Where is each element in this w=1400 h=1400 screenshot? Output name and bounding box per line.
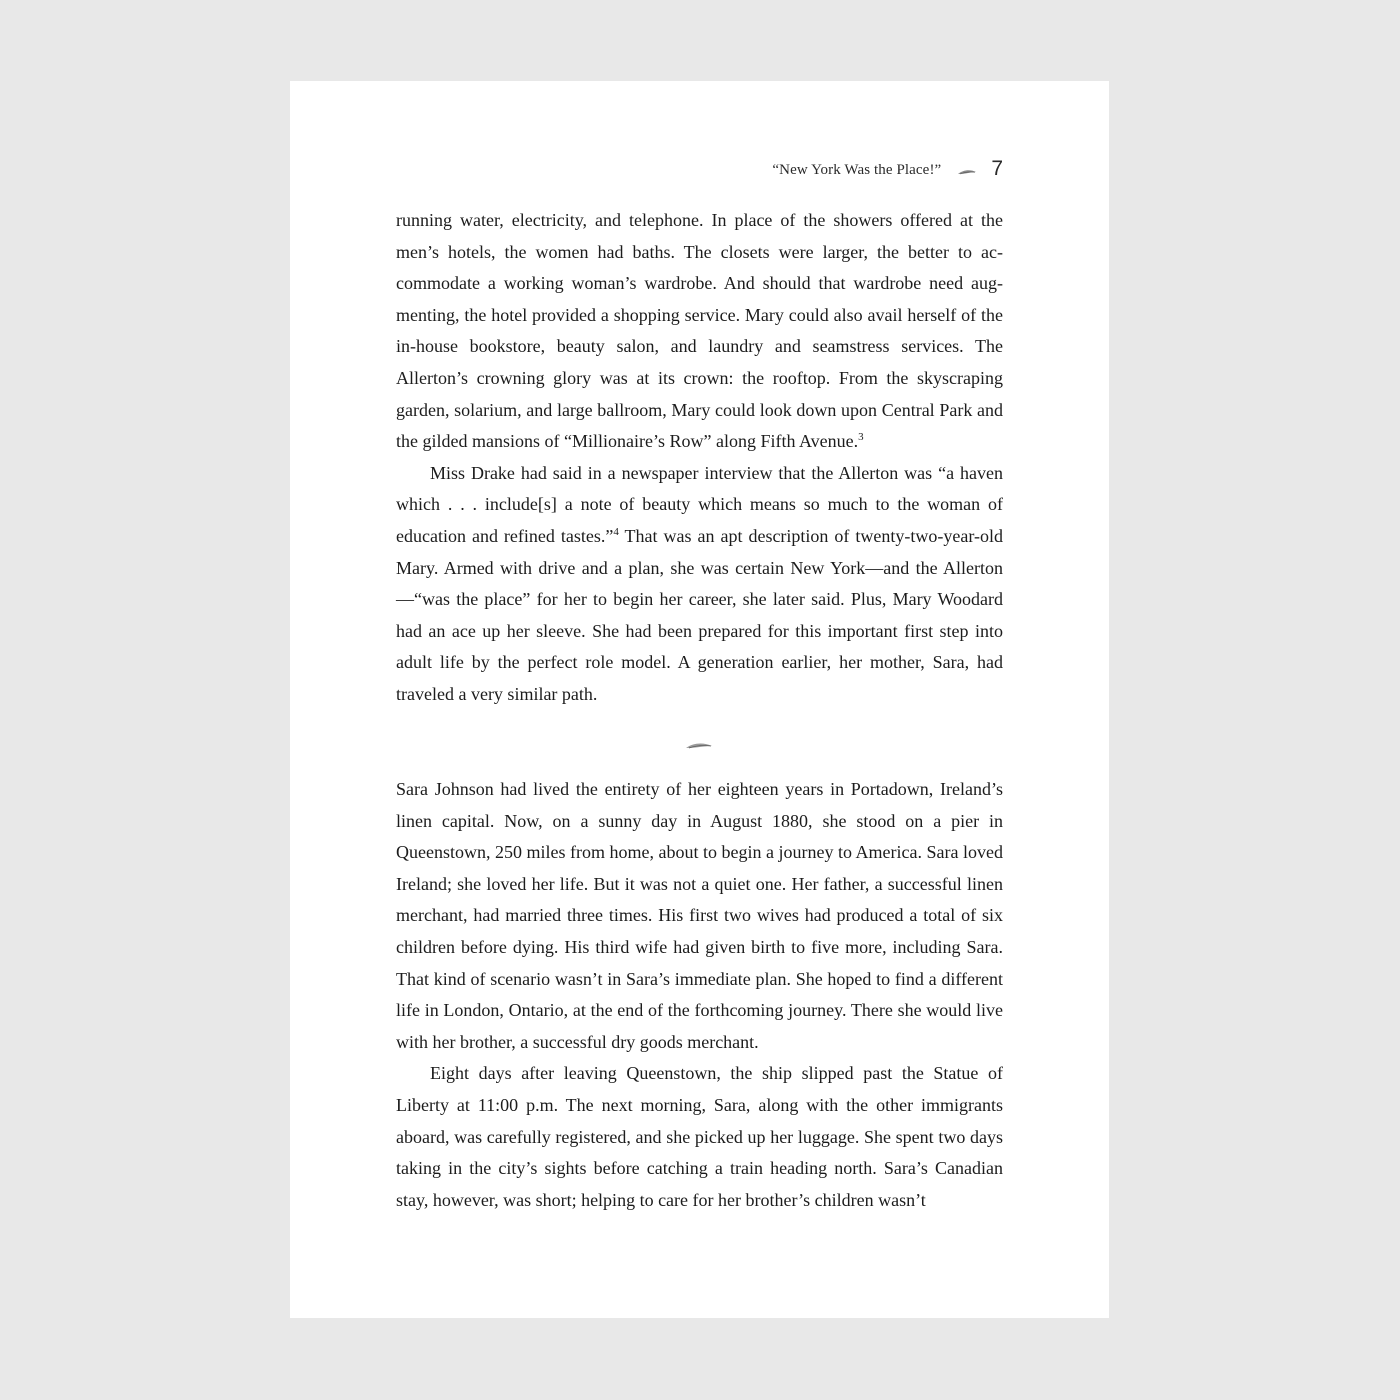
page-number: 7 (991, 156, 1003, 180)
paragraph: running water, electricity, and telephone. In place of the showers offered at the men’s hotels, the women had baths. The closets were larger, the better to accommodate a working woman’s wardrobe. And should that wardrobe need augmenting, the hotel provided a shopping service. Mary could also avail herself of the in-house bookstore, beauty salon, and laundry and seamstress services. The Allerton’s crowning glory was at its crown: the rooftop. From the skyscraping garden, solarium, and large ballroom, Mary could look down upon Central Park and the gilded mansions of “Millionaire’s Row” along Fifth Avenue.$^3$ (396, 210, 1003, 452)
running-head (0, 154, 1003, 186)
feather-icon (957, 165, 977, 175)
text-section-2 (396, 774, 1003, 1216)
running-head-title: “New York Was the Place!” (772, 161, 942, 178)
paragraph: Sara Johnson had lived the entirety of her eighteen years in Portadown, Ireland’s linen capital. Now, on a sunny day in August 1880, she stood on a pier in Queenstown, 250 miles from home, about to begin a journey to America. Sara loved Ireland; she loved her life. But it was not a quiet one. Her father, a successful linen merchant, had married three times. His first two wives had produced a total of six children before dying. His third wife had given birth to five more, including Sara. That kind of scenario wasn’t in Sara’s immediate plan. She hoped to find a different life in London, Ontario, at the end of the forthcoming journey. There she would live with her brother, a successful dry goods merchant. (396, 779, 1003, 1052)
feather-ornament-icon (685, 738, 713, 748)
text-section-1 (396, 205, 1003, 711)
paragraph: Miss Drake had said in a newspaper interview that the Allerton was “a haven which . . . include[s] a note of beauty which means so much to the woman of education and refined tastes.”$^4$ That was an apt description of twenty-two-year-old Mary. Armed with drive and a plan, she was certain New York—and the Allerton—“was the place” for her to begin her career, she later said. Plus, Mary Woodard had an ace up her sleeve. She had been prepared for this important first step into adult life by the perfect role model. A generation earlier, her mother, Sara, had traveled a very similar path. (396, 462, 1003, 704)
footnote-marker: 3 (858, 431, 864, 444)
paragraph: Eight days after leaving Queenstown, the ship slipped past the Statue of Liberty at 11:00 p.m. The next morning, Sara, along with the other immigrants aboard, was carefully registered, and she picked up her luggage. She spent two days taking in the city’s sights before catching a train heading north. Sara’s Canadian stay, however, was short; helping to care for her brother’s children wasn’t (396, 1063, 1003, 1210)
footnote-marker: 4 (613, 525, 619, 538)
